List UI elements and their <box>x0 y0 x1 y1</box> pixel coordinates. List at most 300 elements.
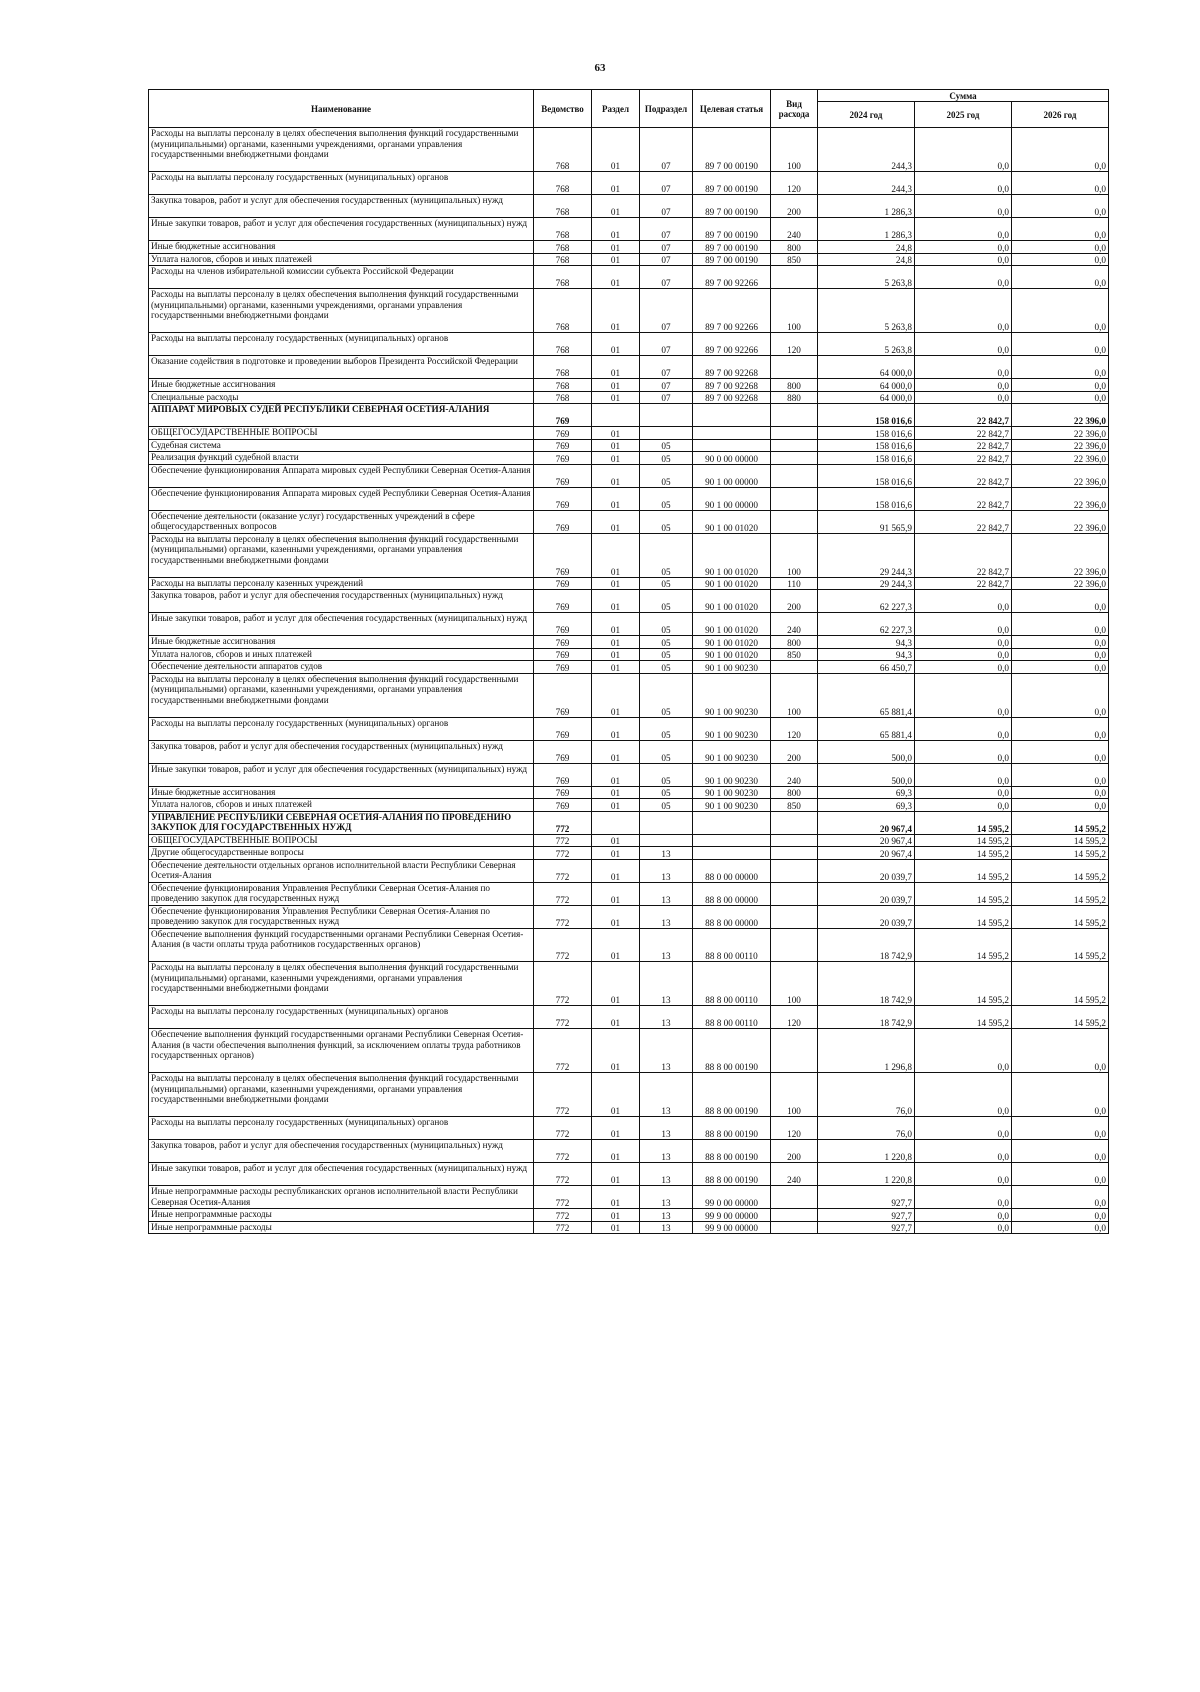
cell-vedomstvo: 769 <box>534 648 592 661</box>
cell-sum-2024: 244,3 <box>818 128 915 172</box>
cell-sum-2025: 14 595,2 <box>915 847 1012 860</box>
cell-sum-2024: 927,7 <box>818 1209 915 1222</box>
table-row <box>149 811 1109 834</box>
cell-celevaya-statya: 89 7 00 92266 <box>693 266 771 289</box>
table-row <box>149 452 1109 465</box>
cell-vedomstvo: 772 <box>534 1117 592 1140</box>
cell-vid-raskhoda <box>771 487 818 510</box>
cell-sum-2026: 14 595,2 <box>1012 1006 1109 1029</box>
table-row <box>149 882 1109 905</box>
cell-name: Иные бюджетные ассигнования <box>149 786 534 799</box>
cell-sum-2025: 0,0 <box>915 391 1012 404</box>
cell-celevaya-statya: 89 7 00 92266 <box>693 333 771 356</box>
cell-name: Обеспечение выполнения функций государственными органами Республики Северная Осетия-Алания (в части обеспечения выполнения функций, за исключением оплаты труда работников государственных органов) <box>149 1029 534 1073</box>
cell-vid-raskhoda <box>771 859 818 882</box>
cell-sum-2026: 0,0 <box>1012 391 1109 404</box>
cell-vid-raskhoda: 800 <box>771 636 818 649</box>
cell-vedomstvo: 769 <box>534 661 592 674</box>
cell-podrazdel: 13 <box>640 1117 693 1140</box>
table-row <box>149 786 1109 799</box>
table-row <box>149 253 1109 266</box>
cell-celevaya-statya: 89 7 00 00190 <box>693 195 771 218</box>
cell-sum-2024: 5 263,8 <box>818 333 915 356</box>
cell-razdel: 01 <box>592 533 640 577</box>
table-row <box>149 241 1109 254</box>
cell-vid-raskhoda <box>771 811 818 834</box>
cell-sum-2024: 158 016,6 <box>818 404 915 427</box>
cell-razdel: 01 <box>592 740 640 763</box>
cell-podrazdel: 05 <box>640 673 693 717</box>
cell-sum-2024: 24,8 <box>818 253 915 266</box>
cell-vedomstvo: 772 <box>534 1006 592 1029</box>
cell-vedomstvo: 772 <box>534 834 592 847</box>
header-celevaya-statya: Целевая статья <box>693 90 771 128</box>
cell-razdel: 01 <box>592 1209 640 1222</box>
cell-name: Расходы на выплаты персоналу казенных учреждений <box>149 577 534 590</box>
cell-vid-raskhoda <box>771 847 818 860</box>
cell-sum-2025: 0,0 <box>915 333 1012 356</box>
cell-podrazdel: 13 <box>640 1073 693 1117</box>
cell-name: Расходы на выплаты персоналу государственных (муниципальных) органов <box>149 333 534 356</box>
cell-podrazdel: 13 <box>640 1163 693 1186</box>
cell-sum-2024: 927,7 <box>818 1186 915 1209</box>
cell-name: Иные закупки товаров, работ и услуг для обеспечения государственных (муниципальных) нужд <box>149 218 534 241</box>
table-row <box>149 834 1109 847</box>
cell-sum-2024: 29 244,3 <box>818 577 915 590</box>
cell-name: Расходы на выплаты персоналу в целях обеспечения выполнения функций государственными (муниципальными) органами, казенными учреждениями, органами управления государственными внебюджетными фондами <box>149 533 534 577</box>
cell-sum-2024: 1 286,3 <box>818 195 915 218</box>
cell-vid-raskhoda: 100 <box>771 1073 818 1117</box>
cell-podrazdel: 13 <box>640 859 693 882</box>
cell-sum-2026: 22 396,0 <box>1012 510 1109 533</box>
cell-celevaya-statya: 89 7 00 00190 <box>693 241 771 254</box>
cell-sum-2026: 14 595,2 <box>1012 811 1109 834</box>
cell-vid-raskhoda: 100 <box>771 289 818 333</box>
cell-vid-raskhoda <box>771 510 818 533</box>
cell-sum-2026: 0,0 <box>1012 241 1109 254</box>
cell-razdel: 01 <box>592 673 640 717</box>
cell-razdel <box>592 811 640 834</box>
cell-celevaya-statya: 88 8 00 00110 <box>693 962 771 1006</box>
cell-name: Расходы на выплаты персоналу государственных (муниципальных) органов <box>149 717 534 740</box>
cell-vedomstvo: 769 <box>534 427 592 440</box>
cell-podrazdel: 05 <box>640 464 693 487</box>
cell-name: Расходы на выплаты персоналу государственных (муниципальных) органов <box>149 172 534 195</box>
cell-sum-2025: 0,0 <box>915 195 1012 218</box>
cell-sum-2024: 64 000,0 <box>818 379 915 392</box>
cell-sum-2024: 20 039,7 <box>818 905 915 928</box>
cell-razdel: 01 <box>592 1140 640 1163</box>
table-row <box>149 439 1109 452</box>
cell-sum-2026: 0,0 <box>1012 799 1109 812</box>
cell-sum-2024: 94,3 <box>818 648 915 661</box>
cell-sum-2024: 69,3 <box>818 799 915 812</box>
cell-celevaya-statya: 90 1 00 90230 <box>693 786 771 799</box>
cell-razdel: 01 <box>592 195 640 218</box>
cell-vedomstvo: 769 <box>534 439 592 452</box>
cell-vid-raskhoda: 100 <box>771 128 818 172</box>
cell-vedomstvo: 772 <box>534 882 592 905</box>
cell-sum-2026: 0,0 <box>1012 128 1109 172</box>
cell-vid-raskhoda: 800 <box>771 786 818 799</box>
cell-sum-2026: 0,0 <box>1012 218 1109 241</box>
cell-vid-raskhoda <box>771 834 818 847</box>
table-row <box>149 1163 1109 1186</box>
cell-sum-2024: 18 742,9 <box>818 928 915 962</box>
cell-vid-raskhoda <box>771 464 818 487</box>
table-row <box>149 333 1109 356</box>
cell-razdel: 01 <box>592 253 640 266</box>
cell-sum-2024: 1 220,8 <box>818 1163 915 1186</box>
cell-vedomstvo: 768 <box>534 128 592 172</box>
cell-podrazdel: 13 <box>640 1140 693 1163</box>
cell-podrazdel: 13 <box>640 847 693 860</box>
cell-vedomstvo: 768 <box>534 289 592 333</box>
cell-sum-2024: 927,7 <box>818 1221 915 1234</box>
cell-sum-2024: 62 227,3 <box>818 613 915 636</box>
cell-razdel: 01 <box>592 1073 640 1117</box>
cell-razdel: 01 <box>592 928 640 962</box>
cell-sum-2024: 158 016,6 <box>818 439 915 452</box>
cell-sum-2025: 22 842,7 <box>915 487 1012 510</box>
cell-vedomstvo: 772 <box>534 1163 592 1186</box>
cell-podrazdel: 05 <box>640 533 693 577</box>
cell-sum-2025: 0,0 <box>915 1073 1012 1117</box>
cell-sum-2025: 0,0 <box>915 763 1012 786</box>
cell-vid-raskhoda: 850 <box>771 799 818 812</box>
cell-vid-raskhoda <box>771 1209 818 1222</box>
cell-podrazdel: 05 <box>640 590 693 613</box>
cell-celevaya-statya: 90 1 00 90230 <box>693 740 771 763</box>
table-row <box>149 404 1109 427</box>
cell-name: Расходы на выплаты персоналу в целях обеспечения выполнения функций государственными (муниципальными) органами, казенными учреждениями, органами управления государственными внебюджетными фондами <box>149 962 534 1006</box>
cell-podrazdel: 05 <box>640 487 693 510</box>
cell-sum-2025: 0,0 <box>915 661 1012 674</box>
cell-sum-2026: 0,0 <box>1012 763 1109 786</box>
cell-name: Иные непрограммные расходы республиканских органов исполнительной власти Республики Северная Осетия-Алания <box>149 1186 534 1209</box>
cell-sum-2025: 14 595,2 <box>915 811 1012 834</box>
cell-sum-2026: 0,0 <box>1012 289 1109 333</box>
cell-vid-raskhoda <box>771 427 818 440</box>
cell-sum-2025: 0,0 <box>915 241 1012 254</box>
cell-sum-2026: 0,0 <box>1012 648 1109 661</box>
cell-celevaya-statya: 88 8 00 00000 <box>693 905 771 928</box>
cell-vedomstvo: 772 <box>534 1140 592 1163</box>
cell-sum-2025: 0,0 <box>915 1140 1012 1163</box>
cell-celevaya-statya <box>693 834 771 847</box>
cell-razdel: 01 <box>592 847 640 860</box>
cell-razdel: 01 <box>592 1163 640 1186</box>
cell-razdel: 01 <box>592 799 640 812</box>
cell-razdel: 01 <box>592 786 640 799</box>
cell-sum-2026: 0,0 <box>1012 253 1109 266</box>
cell-sum-2024: 62 227,3 <box>818 590 915 613</box>
cell-sum-2026: 22 396,0 <box>1012 464 1109 487</box>
cell-name: Уплата налогов, сборов и иных платежей <box>149 799 534 812</box>
table-row <box>149 1186 1109 1209</box>
table-row <box>149 487 1109 510</box>
cell-podrazdel: 13 <box>640 882 693 905</box>
cell-sum-2024: 29 244,3 <box>818 533 915 577</box>
cell-sum-2026: 22 396,0 <box>1012 404 1109 427</box>
table-row <box>149 1209 1109 1222</box>
cell-vid-raskhoda <box>771 404 818 427</box>
table-row <box>149 577 1109 590</box>
cell-razdel: 01 <box>592 882 640 905</box>
cell-sum-2026: 0,0 <box>1012 786 1109 799</box>
table-row <box>149 510 1109 533</box>
table-row <box>149 928 1109 962</box>
cell-podrazdel: 05 <box>640 439 693 452</box>
cell-sum-2024: 20 967,4 <box>818 811 915 834</box>
cell-podrazdel: 07 <box>640 195 693 218</box>
cell-sum-2025: 0,0 <box>915 1029 1012 1073</box>
cell-sum-2026: 22 396,0 <box>1012 487 1109 510</box>
cell-celevaya-statya: 90 1 00 90230 <box>693 763 771 786</box>
cell-razdel: 01 <box>592 1117 640 1140</box>
cell-sum-2026: 0,0 <box>1012 613 1109 636</box>
cell-name: Обеспечение функционирования Управления Республики Северная Осетия-Алания по проведению закупок для государственных нужд <box>149 882 534 905</box>
cell-sum-2026: 0,0 <box>1012 172 1109 195</box>
cell-name: Иные бюджетные ассигнования <box>149 636 534 649</box>
cell-sum-2026: 22 396,0 <box>1012 439 1109 452</box>
cell-sum-2025: 22 842,7 <box>915 510 1012 533</box>
cell-razdel: 01 <box>592 241 640 254</box>
cell-razdel: 01 <box>592 391 640 404</box>
cell-vid-raskhoda <box>771 1221 818 1234</box>
budget-table <box>148 89 1109 1234</box>
cell-razdel: 01 <box>592 1006 640 1029</box>
cell-celevaya-statya: 90 1 00 90230 <box>693 799 771 812</box>
cell-celevaya-statya: 89 7 00 00190 <box>693 128 771 172</box>
cell-sum-2026: 0,0 <box>1012 266 1109 289</box>
cell-sum-2026: 14 595,2 <box>1012 847 1109 860</box>
cell-name: Расходы на выплаты персоналу государственных (муниципальных) органов <box>149 1006 534 1029</box>
cell-vedomstvo: 768 <box>534 379 592 392</box>
table-row <box>149 1006 1109 1029</box>
cell-sum-2026: 0,0 <box>1012 661 1109 674</box>
cell-sum-2024: 91 565,9 <box>818 510 915 533</box>
cell-razdel: 01 <box>592 717 640 740</box>
cell-vedomstvo: 769 <box>534 613 592 636</box>
cell-celevaya-statya: 90 1 00 90230 <box>693 717 771 740</box>
cell-sum-2024: 76,0 <box>818 1073 915 1117</box>
cell-sum-2025: 14 595,2 <box>915 859 1012 882</box>
header-vedomstvo: Ведомство <box>534 90 592 128</box>
cell-vedomstvo: 768 <box>534 172 592 195</box>
cell-sum-2025: 14 595,2 <box>915 834 1012 847</box>
cell-celevaya-statya: 89 7 00 92268 <box>693 391 771 404</box>
cell-sum-2025: 0,0 <box>915 289 1012 333</box>
cell-celevaya-statya: 99 0 00 00000 <box>693 1186 771 1209</box>
cell-celevaya-statya: 89 7 00 00190 <box>693 218 771 241</box>
cell-sum-2024: 65 881,4 <box>818 673 915 717</box>
cell-sum-2024: 20 039,7 <box>818 882 915 905</box>
cell-podrazdel <box>640 834 693 847</box>
table-row <box>149 847 1109 860</box>
cell-vid-raskhoda <box>771 266 818 289</box>
cell-vedomstvo: 772 <box>534 811 592 834</box>
cell-vedomstvo: 772 <box>534 847 592 860</box>
cell-podrazdel: 13 <box>640 1006 693 1029</box>
cell-name: Расходы на членов избирательной комиссии субъекта Российской Федерации <box>149 266 534 289</box>
cell-sum-2026: 22 396,0 <box>1012 533 1109 577</box>
cell-razdel: 01 <box>592 464 640 487</box>
cell-name: Судебная система <box>149 439 534 452</box>
cell-vid-raskhoda: 100 <box>771 962 818 1006</box>
cell-podrazdel: 05 <box>640 648 693 661</box>
cell-name: Обеспечение деятельности отдельных органов исполнительной власти Республики Северная Осетия-Алания <box>149 859 534 882</box>
cell-podrazdel <box>640 427 693 440</box>
cell-name: Иные бюджетные ассигнования <box>149 379 534 392</box>
cell-celevaya-statya: 90 1 00 00000 <box>693 464 771 487</box>
cell-sum-2025: 22 842,7 <box>915 427 1012 440</box>
cell-vid-raskhoda: 100 <box>771 533 818 577</box>
table-row <box>149 717 1109 740</box>
cell-sum-2025: 0,0 <box>915 172 1012 195</box>
table-row <box>149 379 1109 392</box>
table-header <box>149 90 1109 128</box>
page-number: 63 <box>594 62 606 74</box>
cell-razdel <box>592 404 640 427</box>
cell-razdel: 01 <box>592 452 640 465</box>
table-row <box>149 673 1109 717</box>
cell-vid-raskhoda <box>771 1186 818 1209</box>
header-2025: 2025 год <box>915 102 1012 128</box>
cell-name: Закупка товаров, работ и услуг для обеспечения государственных (муниципальных) нужд <box>149 1140 534 1163</box>
cell-podrazdel: 07 <box>640 172 693 195</box>
cell-name: Обеспечение деятельности (оказание услуг) государственных учреждений в сфере общегосударственных вопросов <box>149 510 534 533</box>
cell-celevaya-statya: 88 8 00 00190 <box>693 1073 771 1117</box>
cell-sum-2024: 18 742,9 <box>818 962 915 1006</box>
cell-podrazdel: 05 <box>640 613 693 636</box>
cell-sum-2026: 0,0 <box>1012 740 1109 763</box>
cell-celevaya-statya: 88 8 00 00190 <box>693 1029 771 1073</box>
cell-vid-raskhoda: 120 <box>771 1117 818 1140</box>
cell-podrazdel: 05 <box>640 661 693 674</box>
cell-podrazdel: 13 <box>640 962 693 1006</box>
cell-celevaya-statya: 89 7 00 00190 <box>693 253 771 266</box>
cell-vedomstvo: 769 <box>534 452 592 465</box>
cell-razdel: 01 <box>592 905 640 928</box>
cell-sum-2024: 1 286,3 <box>818 218 915 241</box>
cell-vedomstvo: 769 <box>534 717 592 740</box>
cell-sum-2024: 5 263,8 <box>818 289 915 333</box>
cell-razdel: 01 <box>592 834 640 847</box>
cell-celevaya-statya: 89 7 00 92266 <box>693 289 771 333</box>
cell-vedomstvo: 772 <box>534 859 592 882</box>
cell-sum-2025: 22 842,7 <box>915 577 1012 590</box>
cell-celevaya-statya: 90 1 00 00000 <box>693 487 771 510</box>
cell-vedomstvo: 772 <box>534 928 592 962</box>
cell-vid-raskhoda: 240 <box>771 613 818 636</box>
cell-podrazdel: 13 <box>640 1186 693 1209</box>
cell-name: Обеспечение функционирования Аппарата мировых судей Республики Северная Осетия-Алания <box>149 464 534 487</box>
cell-vid-raskhoda: 110 <box>771 577 818 590</box>
table-row <box>149 799 1109 812</box>
cell-vid-raskhoda <box>771 439 818 452</box>
cell-vedomstvo: 772 <box>534 1221 592 1234</box>
cell-vid-raskhoda: 880 <box>771 391 818 404</box>
header-2024: 2024 год <box>818 102 915 128</box>
cell-sum-2024: 20 039,7 <box>818 859 915 882</box>
cell-vedomstvo: 772 <box>534 905 592 928</box>
cell-vid-raskhoda: 800 <box>771 241 818 254</box>
table-row <box>149 195 1109 218</box>
cell-name: Уплата налогов, сборов и иных платежей <box>149 648 534 661</box>
cell-vid-raskhoda <box>771 882 818 905</box>
cell-sum-2024: 20 967,4 <box>818 847 915 860</box>
cell-sum-2025: 0,0 <box>915 673 1012 717</box>
cell-sum-2025: 14 595,2 <box>915 1006 1012 1029</box>
cell-podrazdel: 07 <box>640 391 693 404</box>
cell-vid-raskhoda: 100 <box>771 673 818 717</box>
cell-name: ОБЩЕГОСУДАРСТВЕННЫЕ ВОПРОСЫ <box>149 427 534 440</box>
cell-vid-raskhoda <box>771 452 818 465</box>
cell-sum-2025: 0,0 <box>915 648 1012 661</box>
table-row <box>149 962 1109 1006</box>
cell-name: Иные непрограммные расходы <box>149 1209 534 1222</box>
cell-razdel: 01 <box>592 636 640 649</box>
cell-podrazdel: 13 <box>640 1221 693 1234</box>
cell-celevaya-statya: 99 9 00 00000 <box>693 1221 771 1234</box>
cell-sum-2025: 0,0 <box>915 613 1012 636</box>
cell-celevaya-statya: 99 9 00 00000 <box>693 1209 771 1222</box>
cell-sum-2024: 94,3 <box>818 636 915 649</box>
cell-name: Обеспечение деятельности аппаратов судов <box>149 661 534 674</box>
cell-celevaya-statya: 88 8 00 00110 <box>693 1006 771 1029</box>
cell-sum-2025: 0,0 <box>915 356 1012 379</box>
table-row <box>149 859 1109 882</box>
table-row <box>149 533 1109 577</box>
cell-podrazdel: 07 <box>640 379 693 392</box>
cell-name: Уплата налогов, сборов и иных платежей <box>149 253 534 266</box>
cell-vid-raskhoda <box>771 905 818 928</box>
table-row <box>149 1117 1109 1140</box>
cell-vid-raskhoda: 850 <box>771 648 818 661</box>
cell-sum-2024: 64 000,0 <box>818 356 915 379</box>
cell-celevaya-statya <box>693 811 771 834</box>
cell-podrazdel <box>640 811 693 834</box>
cell-celevaya-statya: 90 1 00 01020 <box>693 510 771 533</box>
cell-vid-raskhoda: 850 <box>771 253 818 266</box>
cell-podrazdel: 13 <box>640 1029 693 1073</box>
cell-sum-2026: 0,0 <box>1012 673 1109 717</box>
table-row <box>149 763 1109 786</box>
cell-sum-2025: 0,0 <box>915 1117 1012 1140</box>
cell-vedomstvo: 769 <box>534 763 592 786</box>
cell-vedomstvo: 769 <box>534 799 592 812</box>
cell-sum-2026: 0,0 <box>1012 1163 1109 1186</box>
cell-vid-raskhoda: 120 <box>771 333 818 356</box>
cell-sum-2024: 1 296,8 <box>818 1029 915 1073</box>
cell-name: Иные закупки товаров, работ и услуг для обеспечения государственных (муниципальных) нужд <box>149 763 534 786</box>
cell-sum-2026: 0,0 <box>1012 590 1109 613</box>
cell-name: Расходы на выплаты персоналу в целях обеспечения выполнения функций государственными (муниципальными) органами, казенными учреждениями, органами управления государственными внебюджетными фондами <box>149 289 534 333</box>
cell-sum-2026: 22 396,0 <box>1012 452 1109 465</box>
cell-sum-2026: 14 595,2 <box>1012 882 1109 905</box>
cell-celevaya-statya: 90 0 00 00000 <box>693 452 771 465</box>
cell-razdel: 01 <box>592 218 640 241</box>
cell-sum-2026: 0,0 <box>1012 333 1109 356</box>
cell-vedomstvo: 769 <box>534 404 592 427</box>
header-razdel: Раздел <box>592 90 640 128</box>
table-row <box>149 740 1109 763</box>
cell-sum-2024: 1 220,8 <box>818 1140 915 1163</box>
cell-vid-raskhoda: 120 <box>771 1006 818 1029</box>
cell-sum-2025: 22 842,7 <box>915 533 1012 577</box>
cell-celevaya-statya: 90 1 00 01020 <box>693 613 771 636</box>
